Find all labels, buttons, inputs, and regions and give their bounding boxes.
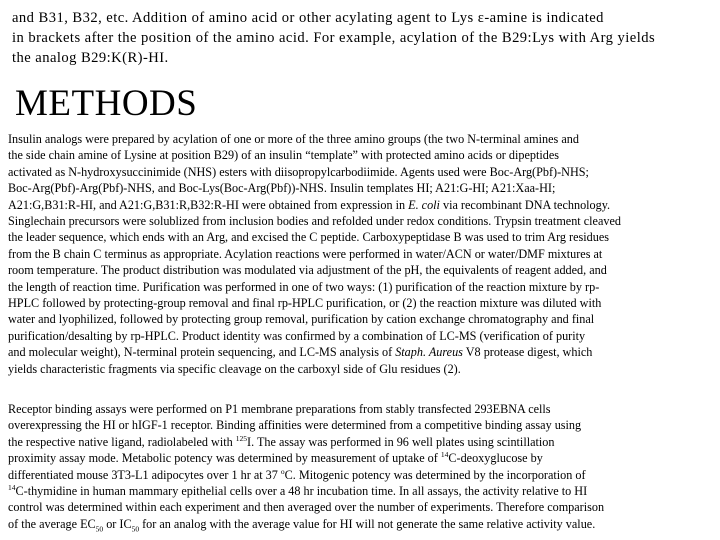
methods-heading: METHODS bbox=[15, 83, 198, 124]
text-run: C. Mitogenic potency was determined by the incorporation of bbox=[284, 467, 586, 482]
degree-superscript: o bbox=[280, 466, 285, 476]
receptor-paragraph bbox=[8, 401, 716, 532]
text-run: via recombinant DNA technology. bbox=[439, 197, 611, 212]
text-line: the side chain amine of Lysine at position B29) of an insulin “template” with protected amino acids or dipeptides bbox=[8, 148, 560, 163]
isotope-superscript: 14 bbox=[8, 482, 16, 492]
text-run: or IC bbox=[103, 516, 132, 531]
subscript: 50 bbox=[131, 524, 140, 534]
text-line: Singlechain precursors were solublized from inclusion bodies and refolded under redox conditions. Trypsin treatment cleaved bbox=[8, 214, 621, 229]
intro-line: and B31, B32, etc. Addition of amino acid or other acylating agent to Lys ε-amine is indicated bbox=[12, 10, 604, 26]
text-line bbox=[8, 483, 716, 499]
text-line bbox=[8, 197, 716, 213]
organism-name: E. coli bbox=[408, 197, 440, 212]
text-line: Insulin analogs were prepared by acylation of one or more of the three amino groups (the two N-terminal amines and bbox=[8, 132, 579, 146]
intro-text bbox=[12, 8, 712, 68]
text-line: overexpressing the HI or hIGF-1 receptor. Binding affinities were determined from a competitive binding assay using bbox=[8, 418, 582, 433]
text-run: V8 protease digest, which bbox=[462, 345, 593, 360]
text-run: the respective native ligand, radiolabeled with bbox=[8, 434, 236, 449]
text-run: C-deoxyglucose by bbox=[448, 451, 543, 466]
text-run: for an analog with the average value for HI will not generate the same relative activity value. bbox=[139, 516, 596, 531]
organism-name: Staph. Aureus bbox=[395, 345, 463, 360]
text-line: Receptor binding assays were performed on P1 membrane preparations from stably transfected 293EBNA cells bbox=[8, 402, 551, 416]
subscript: 50 bbox=[95, 524, 104, 534]
text-line: room temperature. The product distribution was modulated via adjustment of the pH, the equivalents of reagent added, and bbox=[8, 263, 607, 278]
text-line: the length of reaction time. Purification was performed in one of two ways: (1) purification of the reaction mixture by rp- bbox=[8, 279, 600, 294]
text-line: activated as N-hydroxysuccinimide (NHS) esters with diisopropylcarbodiimide. Agents used were Boc-Arg(Pbf)-NHS; bbox=[8, 164, 589, 179]
text-line: water and lyophilized, followed by protecting group removal, purification by cation exchange chromatography and final bbox=[8, 312, 595, 327]
text-line: yields characteristic fragments via specific cleavage on the carboxyl side of Glu residues (2). bbox=[8, 361, 461, 376]
isotope-superscript: 125 bbox=[235, 433, 248, 443]
text-line: control was determined within each experiment and then averaged over the number of experiments. Therefore comparison bbox=[8, 500, 605, 515]
text-line: Boc-Arg(Pbf)-Arg(Pbf)-NHS, and Boc-Lys(Boc-Arg(Pbf))-NHS. Insulin templates HI; A21:G-HI; A21:Xaa-HI; bbox=[8, 181, 556, 196]
text-line bbox=[8, 434, 716, 450]
text-line: HPLC followed by protecting-group removal and final rp-HPLC purification, or (2) the reaction mixture was diluted with bbox=[8, 296, 602, 311]
isotope-superscript: 14 bbox=[440, 450, 449, 460]
text-run: and molecular weight), N-terminal protein sequencing, and LC-MS analysis of bbox=[8, 345, 396, 360]
text-run: C-thymidine in human mammary epithelial cells over a 48 hr incubation time. In all assays, the activity relative to HI bbox=[15, 484, 588, 499]
text-run: A21:G,B31:R-HI, and A21:G,B31:R,B32:R-HI were obtained from expression in bbox=[8, 197, 409, 212]
methods-paragraph bbox=[8, 131, 716, 377]
text-run: differentiated mouse 3T3-L1 adipocytes over 1 hr at 37 bbox=[8, 467, 281, 482]
text-line: from the B chain C terminus as appropriate. Acylation reactions were performed in water/ACN or water/DMF mixtures at bbox=[8, 246, 603, 261]
text-run: proximity assay mode. Metabolic potency was determined by measurement of uptake of bbox=[8, 451, 441, 466]
text-line bbox=[8, 467, 716, 483]
text-line: purification/desalting by rp-HPLC. Product identity was confirmed by a combination of LC-MS (verification of purity bbox=[8, 328, 586, 343]
text-run: I. The assay was performed in 96 well plates using scintillation bbox=[247, 434, 555, 449]
text-line bbox=[8, 516, 716, 532]
text-line bbox=[8, 344, 716, 360]
intro-line: the analog B29:K(R)-HI. bbox=[12, 50, 169, 66]
text-line bbox=[8, 450, 716, 466]
text-line: the leader sequence, which ends with an Arg, and excised the C peptide. Carboxypeptidase B was used to trim Arg residues bbox=[8, 230, 609, 245]
intro-line: in brackets after the position of the amino acid. For example, acylation of the B29:Lys with Arg yields bbox=[12, 30, 656, 46]
text-run: of the average EC bbox=[8, 516, 96, 531]
